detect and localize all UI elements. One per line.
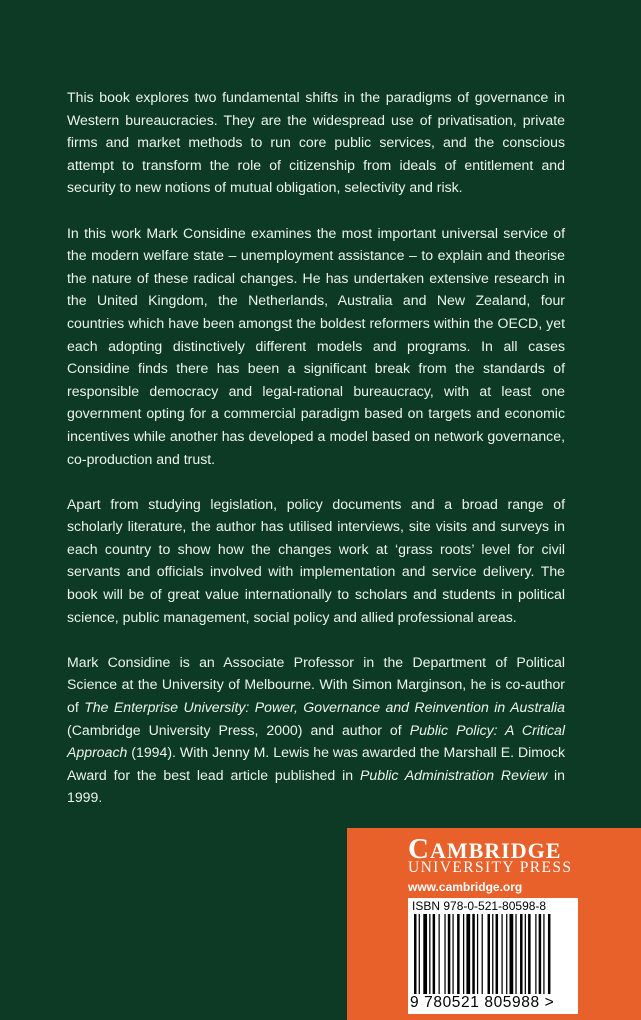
author-bio-text-3: (1994). With Jenny M. Lewis he was awarded the Marshall E. Dimock Award for the best lead article published in <box>67 744 565 783</box>
barcode-bar <box>472 914 475 994</box>
author-bio-text-2: (Cambridge University Press, 2000) and author of <box>67 721 410 738</box>
barcode <box>408 898 578 1014</box>
barcode-digits: 9 780521 805988 > <box>410 994 555 1011</box>
barcode-bar <box>535 914 536 994</box>
barcode-bar <box>496 914 499 994</box>
book-title-enterprise-university: The Enterprise University: Power, Governance and Reinvention in Australia <box>84 699 565 716</box>
publisher-block <box>347 828 641 1020</box>
barcode-bar <box>520 914 523 994</box>
barcode-bar <box>482 914 483 994</box>
barcode-bar <box>477 914 478 994</box>
barcode-bar <box>419 914 420 994</box>
book-title-public-policy: Public Policy: A Critical Approach <box>67 721 565 761</box>
author-bio <box>67 651 565 809</box>
barcode-bar <box>492 914 493 994</box>
blurb-paragraph-1: This book explores two fundamental shifts in the paradigms of governance in Western bureaucracies. They are the widespread use of privatisation, private firms and market methods to run core public services, and the conscious attempt to transform the role of citizenship from ideals of entitlement and security to new notions of mutual obligation, selectivity and risk. <box>67 89 565 196</box>
barcode-bar <box>543 914 544 994</box>
barcode-bar <box>433 914 436 994</box>
barcode-bars <box>412 914 572 994</box>
cover-blurb <box>67 86 565 832</box>
barcode-bar <box>510 914 514 994</box>
author-bio-text-1: Mark Considine is an Associate Professor in the Department of Political Science at the University of Melbourne. With Simon Marginson, he is co-author of <box>67 653 565 716</box>
barcode-bar <box>548 914 551 994</box>
publisher-subtitle: UNIVERSITY PRESS <box>408 859 573 876</box>
barcode-bar <box>506 914 507 994</box>
svg-text:CAMBRIDGE: CAMBRIDGE <box>408 833 562 863</box>
journal-title-public-administration-review: Public Administration Review <box>360 766 548 783</box>
barcode-bar <box>501 914 502 994</box>
barcode-bar <box>444 914 445 994</box>
barcode-bar <box>466 914 470 994</box>
publisher-url: www.cambridge.org <box>408 880 523 894</box>
barcode-bar <box>439 914 440 994</box>
barcode-bar <box>452 914 453 994</box>
barcode-bar <box>457 914 460 994</box>
barcode-bar <box>429 914 430 994</box>
barcode-bar <box>528 914 531 994</box>
barcode-bar <box>463 914 464 994</box>
barcode-bar <box>423 914 427 994</box>
isbn-label: ISBN 978-0-521-80598-8 <box>412 899 547 913</box>
barcode-bar <box>448 914 451 994</box>
barcode-bar <box>488 914 491 994</box>
barcode-bar <box>515 914 516 994</box>
blurb-paragraph-2: In this work Mark Considine examines the most important universal service of the modern welfare state – unemployment assistance – to explain and theorise the nature of these radical changes. He has undertaken extensive research in the United Kingdom, the Netherlands, Australia and New Zealand, four countries which have been amongst the boldest reformers within the OECD, yet each adopting distinctively different models and programs. In all cases Considine finds there has been a significant break from the standards of responsible democracy and legal-rational bureaucracy, with at least one government opting for a commercial paradigm based on targets and economic incentives while another has developed a model based on network governance, co-production and trust. <box>67 224 565 467</box>
barcode-bar <box>539 914 542 994</box>
blurb-paragraph-3: Apart from studying legislation, policy documents and a broad range of scholarly literature, the author has utilised interviews, site visits and surveys in each country to show how the changes work at ‘grass roots’ level for civil servants and officials involved with implementation and service delivery. The book will be of great value internationally to scholars and students in political science, public management, social policy and allied professional areas. <box>67 495 565 625</box>
barcode-bar <box>525 914 526 994</box>
barcode-bar <box>414 914 417 994</box>
author-bio-text-4: in 1999. <box>67 766 565 806</box>
